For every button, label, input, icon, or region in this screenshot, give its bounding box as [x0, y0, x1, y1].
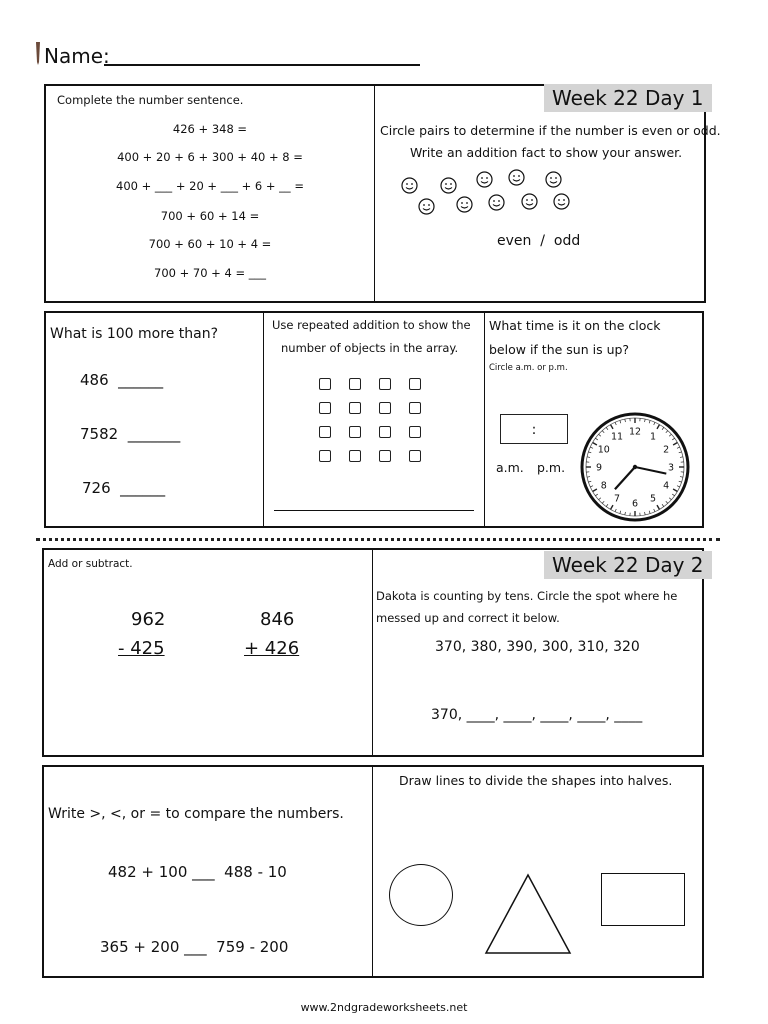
- array-square: [319, 378, 331, 390]
- problem-1-top: 962: [131, 609, 166, 630]
- clock-number: 6: [631, 498, 639, 510]
- array-square: [379, 402, 391, 414]
- clock-number: 3: [667, 462, 675, 474]
- clock-number: 8: [600, 480, 607, 492]
- week-label-day2: Week 22 Day 2: [544, 551, 712, 579]
- clock-number: 12: [628, 426, 642, 438]
- counting-instruction-2: messed up and correct it below.: [376, 611, 560, 625]
- array-answer-line[interactable]: [274, 510, 474, 511]
- array-square: [409, 450, 421, 462]
- compare-line-1: 482 + 100 ___ 488 - 10: [108, 863, 287, 881]
- array-instruction-2: number of objects in the array.: [281, 341, 459, 355]
- array-square: [379, 426, 391, 438]
- rectangle-shape: [601, 873, 685, 926]
- even-odd-choice[interactable]: even / odd: [497, 233, 581, 249]
- pencil-icon: [33, 40, 43, 66]
- smiley-icon: [508, 169, 525, 186]
- circle-shape: [389, 864, 453, 926]
- am-option[interactable]: a.m.: [496, 460, 524, 475]
- clock-number: 11: [610, 431, 624, 443]
- divider: [372, 766, 373, 977]
- week-label-day1: Week 22 Day 1: [544, 84, 712, 112]
- clock-number: 2: [663, 444, 670, 456]
- analog-clock: [574, 412, 696, 522]
- halves-instruction: Draw lines to divide the shapes into halves.: [399, 773, 673, 788]
- number-sentence-instruction: Complete the number sentence.: [57, 93, 244, 107]
- array-square: [379, 378, 391, 390]
- array-square: [409, 426, 421, 438]
- name-label: Name:: [44, 44, 110, 68]
- smiley-icon: [476, 171, 493, 188]
- smiley-icon: [418, 198, 435, 215]
- array-square: [349, 426, 361, 438]
- number-sentence-line: 700 + 60 + 10 + 4 =: [148, 237, 272, 251]
- add-subtract-instruction: Add or subtract.: [48, 558, 133, 570]
- array-square: [409, 402, 421, 414]
- smiley-icon: [401, 177, 418, 194]
- compare-instruction: Write >, <, or = to compare the numbers.: [48, 806, 344, 822]
- array-instruction: Use repeated addition to show the: [272, 318, 471, 332]
- hundred-more-item: 7582 _______: [80, 425, 181, 443]
- clock-number: 9: [595, 462, 603, 474]
- smiley-icon: [521, 193, 538, 210]
- divider: [484, 312, 485, 527]
- clock-center: [633, 465, 637, 469]
- even-odd-instruction-2: Write an addition fact to show your answer.: [410, 145, 683, 160]
- clock-question: What time is it on the clock: [489, 318, 661, 333]
- array-square: [319, 426, 331, 438]
- triangle-shape: [484, 873, 572, 955]
- pm-option[interactable]: p.m.: [537, 460, 566, 475]
- counting-answer-line[interactable]: 370, ____, ____, ____, ____, ____: [431, 707, 643, 723]
- number-sentence-line: 426 + 348 =: [172, 122, 248, 136]
- problem-1-bottom: - 425: [118, 638, 165, 659]
- clock-number: 4: [663, 480, 670, 492]
- clock-question-2: below if the sun is up?: [489, 342, 630, 357]
- clock-number: 1: [649, 431, 657, 443]
- divider: [372, 549, 373, 756]
- divider: [374, 85, 375, 302]
- problem-2-bottom: + 426: [244, 638, 300, 659]
- hundred-more-item: 486 ______: [80, 371, 164, 389]
- hundred-more-question: What is 100 more than?: [50, 326, 218, 342]
- clock-number: 10: [597, 444, 610, 456]
- footer-url[interactable]: www.2ndgradeworksheets.net: [300, 1001, 468, 1014]
- smiley-icon: [553, 193, 570, 210]
- number-sentence-line: 700 + 70 + 4 = ___: [154, 266, 266, 280]
- problem-2-top: 846: [260, 609, 295, 630]
- counting-instruction: Dakota is counting by tens. Circle the spot where he: [376, 589, 678, 603]
- clock-number: 5: [649, 493, 657, 505]
- divider: [263, 312, 264, 527]
- array-square: [409, 378, 421, 390]
- number-sentence-line: 400 + ___ + 20 + ___ + 6 + __ =: [116, 179, 304, 193]
- clock-number: 7: [613, 493, 621, 505]
- name-field[interactable]: [104, 64, 420, 66]
- time-answer-box[interactable]: :: [500, 414, 568, 444]
- array-square: [349, 402, 361, 414]
- day-separator: [36, 538, 720, 541]
- smiley-icon: [488, 194, 505, 211]
- array-square: [379, 450, 391, 462]
- number-sentence-line: 700 + 60 + 14 =: [160, 209, 260, 223]
- smiley-icon: [545, 171, 562, 188]
- array-square: [349, 450, 361, 462]
- array-square: [319, 450, 331, 462]
- array-square: [319, 402, 331, 414]
- array-square: [349, 378, 361, 390]
- hundred-more-item: 726 ______: [82, 479, 166, 497]
- counting-sequence: 370, 380, 390, 300, 310, 320: [435, 639, 640, 655]
- clock-note: Circle a.m. or p.m.: [489, 363, 568, 373]
- smiley-icon: [456, 196, 473, 213]
- number-sentence-line: 400 + 20 + 6 + 300 + 40 + 8 =: [117, 150, 303, 164]
- even-odd-instruction: Circle pairs to determine if the number is even or odd.: [380, 123, 721, 138]
- smiley-icon: [440, 177, 457, 194]
- compare-line-2: 365 + 200 ___ 759 - 200: [100, 938, 289, 956]
